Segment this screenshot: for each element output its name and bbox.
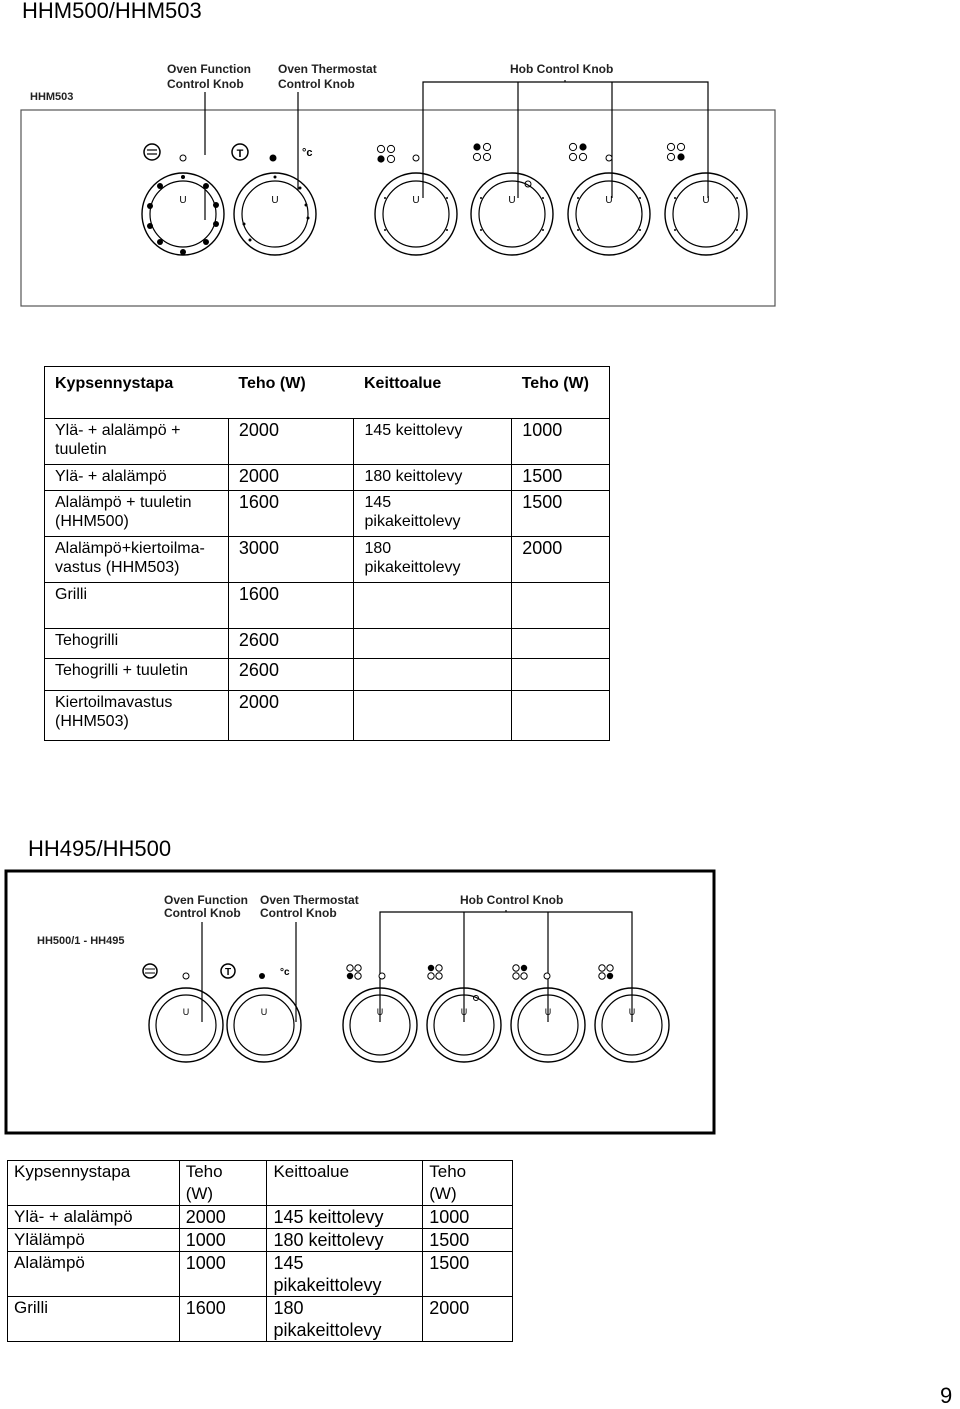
- table-cell: 1500: [512, 491, 610, 537]
- panel-frame: [21, 110, 775, 306]
- table-row: [8, 1252, 513, 1297]
- table-row: [8, 1229, 513, 1252]
- svg-text:T: T: [224, 967, 232, 978]
- oven-light-icon: [144, 144, 160, 160]
- svg-text:U: U: [376, 1007, 384, 1017]
- table-body: [8, 1161, 513, 1342]
- table-header: Teho (W): [179, 1161, 267, 1206]
- power-table-2: [7, 1160, 513, 1342]
- table-cell: [354, 583, 512, 629]
- table-cell: 1600: [228, 491, 354, 537]
- table-header: Kypsennystapa: [8, 1161, 180, 1206]
- table-cell: [512, 691, 610, 741]
- table-cell: Alalämpö + tuuletin (HHM500): [45, 491, 229, 537]
- svg-text:U: U: [179, 195, 187, 206]
- table-cell: 2000: [423, 1297, 513, 1342]
- table-cell: 180 keittolevy: [267, 1229, 423, 1252]
- table-cell: 2000: [228, 465, 354, 491]
- table-row: [45, 629, 610, 659]
- svg-text:U: U: [544, 1007, 552, 1017]
- table-cell: [354, 659, 512, 691]
- svg-text:U: U: [702, 195, 710, 206]
- table-cell: [512, 583, 610, 629]
- table-row: [8, 1297, 513, 1342]
- table-header: Teho (W): [512, 367, 610, 419]
- table-cell: 1000: [179, 1252, 267, 1297]
- table-cell: Tehogrilli: [45, 629, 229, 659]
- table-row: [45, 465, 610, 491]
- table-header: Teho (W): [228, 367, 354, 419]
- callout-oven-thermostat: Oven Thermostat Control Knob: [278, 62, 377, 91]
- table-row: [45, 691, 610, 741]
- callout-oven-thermostat: Oven Thermostat Control Knob: [260, 893, 359, 920]
- svg-text:U: U: [271, 195, 279, 206]
- svg-text:U: U: [460, 1007, 468, 1017]
- table-cell: 1000: [423, 1206, 513, 1229]
- svg-text:°c: °c: [302, 147, 313, 159]
- table-cell: Alalämpö: [8, 1252, 180, 1297]
- table-row: [45, 583, 610, 629]
- table-cell: [512, 629, 610, 659]
- table-cell: Tehogrilli + tuuletin: [45, 659, 229, 691]
- table-cell: 2000: [179, 1206, 267, 1229]
- svg-text:U: U: [628, 1007, 636, 1017]
- svg-text:U: U: [412, 195, 420, 206]
- table-cell: Ylä- + alalämpö: [8, 1206, 180, 1229]
- table-header-row: [8, 1161, 513, 1206]
- table-cell: 180 keittolevy: [354, 465, 512, 491]
- table-cell: 2000: [228, 419, 354, 465]
- table-cell: Ylälämpö: [8, 1229, 180, 1252]
- model-label: HHM503: [30, 91, 74, 103]
- indicator-light-icon: [270, 155, 277, 162]
- svg-text:U: U: [605, 195, 613, 206]
- svg-text:U: U: [508, 195, 516, 206]
- table-cell: 3000: [228, 537, 354, 583]
- svg-text:U: U: [182, 1007, 190, 1017]
- table-cell: Kiertoilmavastus (HHM503): [45, 691, 229, 741]
- table-row: [45, 491, 610, 537]
- table-row: [45, 419, 610, 465]
- table-cell: Ylä- + alalämpö: [45, 465, 229, 491]
- table-cell: 1000: [179, 1229, 267, 1252]
- table-cell: 1600: [179, 1297, 267, 1342]
- table-row: [45, 659, 610, 691]
- table-row: [45, 537, 610, 583]
- callout-text: Oven Function: [167, 62, 251, 76]
- callout-oven-function: Oven Function Control Knob: [167, 62, 251, 91]
- model-label: HH500/1 - HH495: [37, 935, 125, 947]
- page-number: 9: [940, 1383, 953, 1408]
- section-title: HHM500/HHM503: [22, 0, 202, 23]
- table-cell: 180 pikakeittolevy: [354, 537, 512, 583]
- callout-hob-control: Hob Control Knob: [510, 62, 614, 76]
- table-cell: [354, 691, 512, 741]
- table-header: Keittoalue: [267, 1161, 423, 1206]
- table-cell: Grilli: [8, 1297, 180, 1342]
- table-cell: 145 pikakeittolevy: [267, 1252, 423, 1297]
- table-cell: 2000: [512, 537, 610, 583]
- table-cell: [512, 659, 610, 691]
- table-cell: 145 keittolevy: [267, 1206, 423, 1229]
- table-cell: 180 pikakeittolevy: [267, 1297, 423, 1342]
- table-cell: Ylä- + alalämpö + tuuletin: [45, 419, 229, 465]
- table-cell: Grilli: [45, 583, 229, 629]
- table-cell: 1500: [423, 1229, 513, 1252]
- table-cell: [354, 629, 512, 659]
- table-cell: 2600: [228, 659, 354, 691]
- table-cell: Alalämpö+kiertoilma- vastus (HHM503): [45, 537, 229, 583]
- table-cell: 1600: [228, 583, 354, 629]
- table-row: [8, 1206, 513, 1229]
- table-header: Teho (W): [423, 1161, 513, 1206]
- svg-text:T: T: [236, 148, 244, 160]
- table-header: Keittoalue: [354, 367, 512, 419]
- svg-text:°c: °c: [280, 967, 290, 978]
- table-cell: 2600: [228, 629, 354, 659]
- table-body: [45, 419, 610, 741]
- table-cell: 1500: [512, 465, 610, 491]
- table-cell: 145 keittolevy: [354, 419, 512, 465]
- table-cell: 1500: [423, 1252, 513, 1297]
- indicator-light-icon: [180, 155, 186, 161]
- table-cell: 145 pikakeittolevy: [354, 491, 512, 537]
- callout-hob-control: Hob Control Knob: [460, 893, 564, 907]
- power-table-1: [44, 366, 610, 741]
- table-header: Kypsennystapa: [45, 367, 229, 419]
- section-title: HH495/HH500: [28, 836, 172, 861]
- svg-text:U: U: [260, 1007, 268, 1017]
- table-cell: 2000: [228, 691, 354, 741]
- callout-oven-function: Oven Function Control Knob: [164, 893, 248, 920]
- table-cell: 1000: [512, 419, 610, 465]
